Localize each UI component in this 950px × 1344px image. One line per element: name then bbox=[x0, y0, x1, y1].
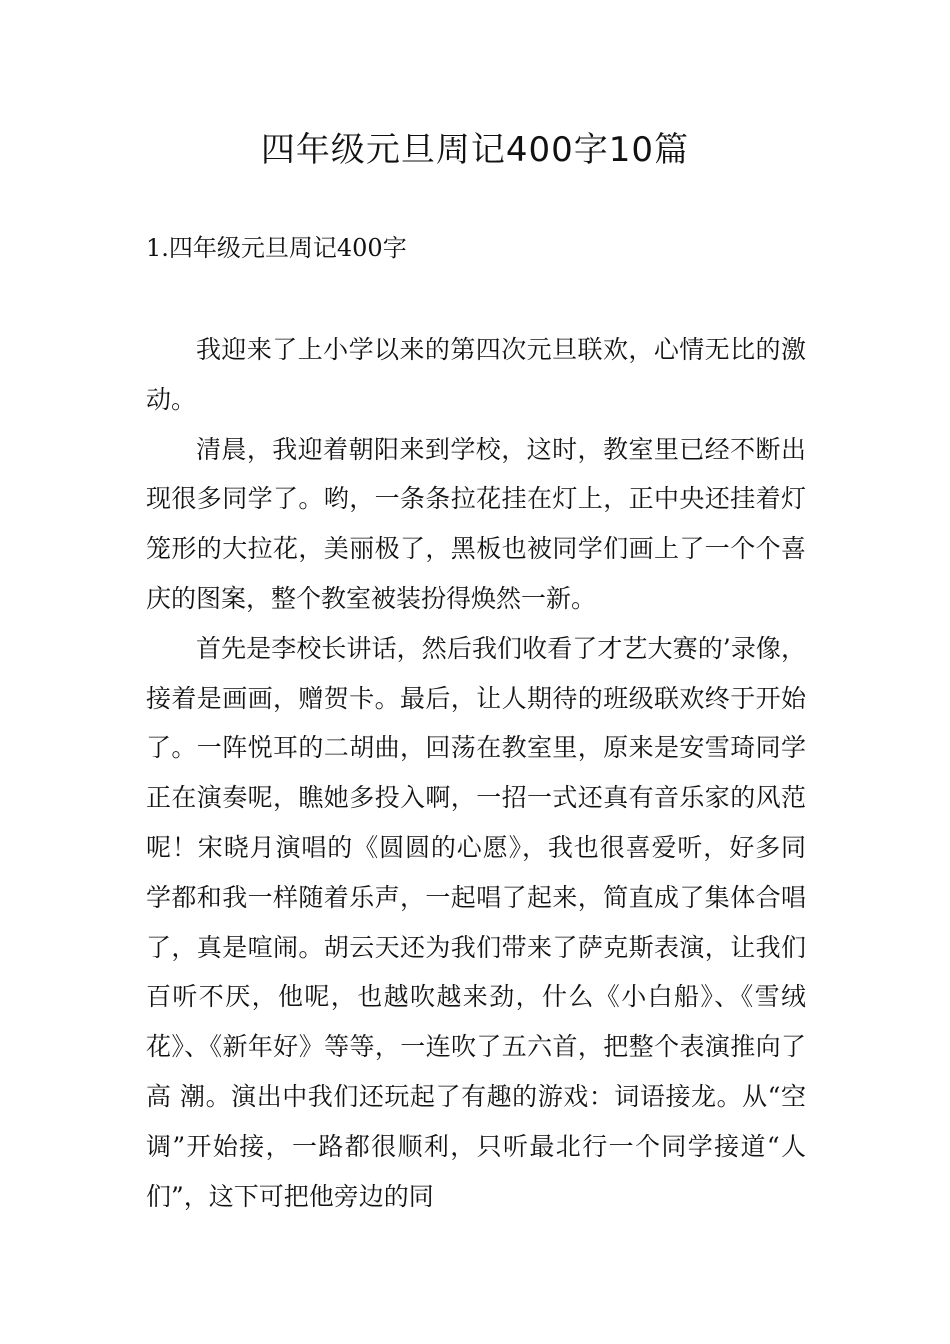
paragraph-3: 首先是李校长讲话，然后我们收看了才艺大赛的’录像，接着是画画，赠贺卡。最后，让人期待的班级联欢终于开始了。一阵悦耳的二胡曲，回荡在教室里，原来是安雪琦同学正在演奏呢，瞧她多投入啊，一招一式还真有音乐家的风范呢！宋晓月演唱的《圆圆的心愿》，我也很喜爱听，好多同学都和我一样随着乐声，一起唱了起来，简直成了集体合唱了，真是喧闹。胡云天还为我们带来了萨克斯表演，让我们百听不厌，他呢，也越吹越来劲，什么《小白船》、《雪绒花》、《新年好》等等，一连吹了五六首，把整个表演推向了高 潮。演出中我们还玩起了有趣的游戏：词语接龙。从“空调”开始接，一路都很顺利，只听最北行一个同学接道“人们”，这下可把他旁边的同 bbox=[146, 633, 806, 1211]
essay-body bbox=[146, 325, 806, 1221]
section-heading: 1.四年级元旦周记400字 bbox=[146, 234, 407, 262]
document-title: 四年级元旦周记400字10篇 bbox=[260, 130, 690, 170]
paragraph-1: 我迎来了上小学以来的第四次元旦联欢，心情无比的激动。 bbox=[146, 335, 806, 414]
paragraph-2: 清晨，我迎着朝阳来到学校，这时，教室里已经不断出现很多同学了。哟，一条条拉花挂在灯上，正中央还挂着灯笼形的大拉花，美丽极了，黑板也被同学们画上了一个个喜庆的图案，整个教室被装扮得焕然一新。 bbox=[146, 434, 806, 613]
